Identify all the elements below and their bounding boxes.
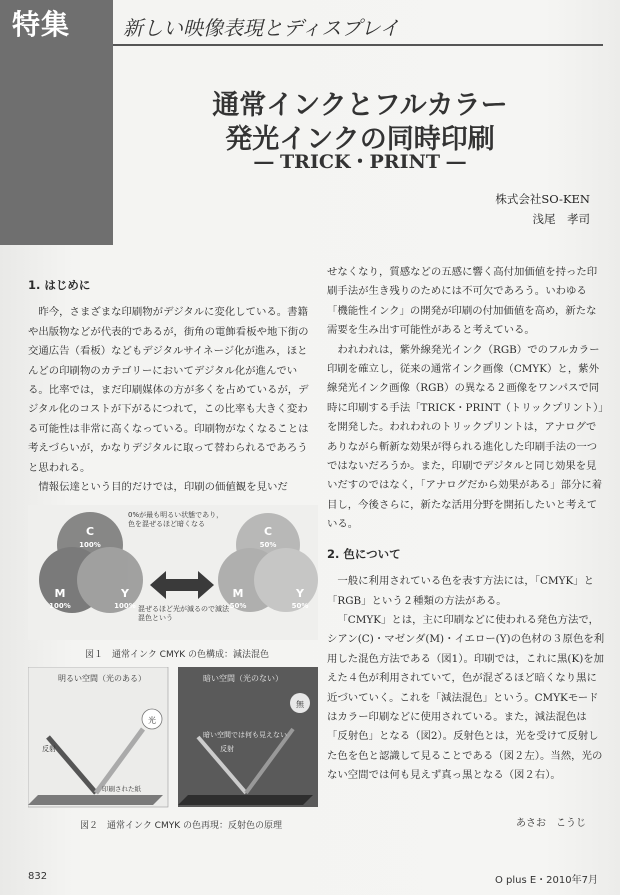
printed-paper-icon	[28, 795, 163, 805]
journal-issue: O plus E・2010年7月	[494, 875, 598, 886]
m-label: M	[54, 587, 66, 600]
paragraph: 情報伝達という目的だけでは，印刷の価値観を見いだ	[38, 481, 288, 494]
paragraph: せなくなり，質感などの五感に響く高付加価値を持った印刷手法が生き残りのためには不可欠であろう。いわゆる「機能性インク」の開発が印刷の付加価値を高め，新たな需要を生み出す可能性があると考えている。	[327, 266, 598, 337]
section-label: 特集	[12, 8, 71, 41]
y-percent: 100%	[114, 602, 136, 610]
c-percent: 100%	[79, 541, 101, 549]
paper-label: 印刷された紙	[102, 785, 141, 793]
reflect-label-dark: 反射	[220, 745, 234, 753]
header-rule	[113, 44, 603, 46]
c-label: C	[85, 525, 95, 538]
m-percent: 100%	[49, 602, 71, 610]
c-percent: 50%	[259, 541, 277, 549]
section-heading-color: 2. 色について	[327, 546, 401, 561]
article-title-line1: 通常インクとフルカラー	[212, 90, 508, 121]
no-light-label: 無	[296, 700, 304, 709]
figure-2-caption: 図２ 通常インク CMYK の色再現：反射色の原理	[80, 821, 282, 831]
section-heading-intro: 1. はじめに	[28, 278, 91, 292]
author-name: 浅尾 孝司	[532, 212, 590, 226]
paragraph: われわれは，紫外線発光インク（RGB）でのフルカラー印刷を確立し，従来の通常インク画像（CMYK）と，紫外線発光インク画像（RGB）の異なる２画像をワンパスで同時に印刷する手法「TRICK・PRINT（トリックプリント）」を開発した。われわれのトリックプリントは，アナログでありながら斬新な効果が得られる進化した印刷手法の一つではないだろうか。また，印刷でデジタルと同じ効果を見いだすのではなく，「アナログだから効果がある」部分に着目し，今後さらに，新たな活用分野を開拓したいと考えている。	[327, 343, 604, 531]
printed-paper-dark-icon	[178, 795, 313, 805]
y-label: Y	[296, 587, 304, 600]
series-title: 新しい映像表現とディスプレイ	[123, 16, 400, 40]
reflect-label: 反射	[42, 745, 56, 753]
note-top: 0%が最も明るい状態であり，色を混ぜるほど暗くなる	[128, 511, 224, 528]
paragraph: 「CMYK」とは，主に印刷などに使われる発色方法で，シアン(C)・マゼンダ(M)・イエロー(Y)の色材の３原色を利用した混色方法である（図1）。印刷では，これに黒(K)を加えた４色が利用されていて，色が混ざるほど暗くなり黒に近づいていく。これを「減法混色」という。CMYKモードはカラー印刷などに使用されている。また，減法混色は「反射色」となる（図2）。反射色とは，光を受けて反射した色を色と認識して見ることである（図２左）。当然，光のない空間では何も見えず真っ黒となる（図２右）。	[327, 613, 605, 782]
figure-1	[28, 505, 318, 640]
paragraph: 一般に利用されている色を表す方法には，「CMYK」と「RGB」という２種類の方法がある。	[327, 575, 594, 607]
yellow-circle-icon	[254, 548, 318, 612]
page-number: 832	[28, 871, 48, 882]
paragraph: 昨今，さまざまな印刷物がデジタルに変化している。書籍や出版物などが代表的であるが，街角の電飾看板や地下街の交通広告（看板）などもデジタルサイネージ化が進み，ほとんどの印刷物のカテゴリーにおいてデジタル化が進んでいる。比率では，まだ印刷媒体の方が多くを占めているが，デジタル化のコストが下がるにつれて，この比率も大きく変わる可能性は非常に高くなっている。印刷物がなくなることは考えづらいが，かなりデジタルに取って替わられるであろうと思われる。	[28, 306, 309, 474]
dark-title: 暗い空間（光のない）	[203, 674, 283, 683]
left-column	[28, 276, 310, 497]
note-bottom: 混ぜるほど光が減るので減法混色という	[138, 605, 229, 622]
article-title-line2: 発光インクの同時印刷	[225, 124, 495, 155]
dark-note: 暗い空間では何も見えない	[203, 731, 287, 739]
figure-2	[28, 667, 318, 812]
y-label: Y	[121, 587, 129, 600]
y-percent: 50%	[291, 602, 309, 610]
m-label: M	[232, 587, 244, 600]
m-percent: 50%	[229, 602, 247, 610]
bright-title: 明るい空間（光のある）	[58, 674, 146, 683]
author-company: 株式会社SO-KEN	[495, 192, 590, 206]
right-column	[327, 263, 605, 786]
c-label: C	[263, 525, 273, 538]
author-signature: あさお こうじ	[516, 818, 586, 829]
light-label: 光	[148, 716, 156, 725]
figure-1-caption: 図１ 通常インク CMYK の色構成：減法混色	[85, 650, 269, 660]
article-subtitle: ― TRICK・PRINT ―	[254, 151, 466, 173]
